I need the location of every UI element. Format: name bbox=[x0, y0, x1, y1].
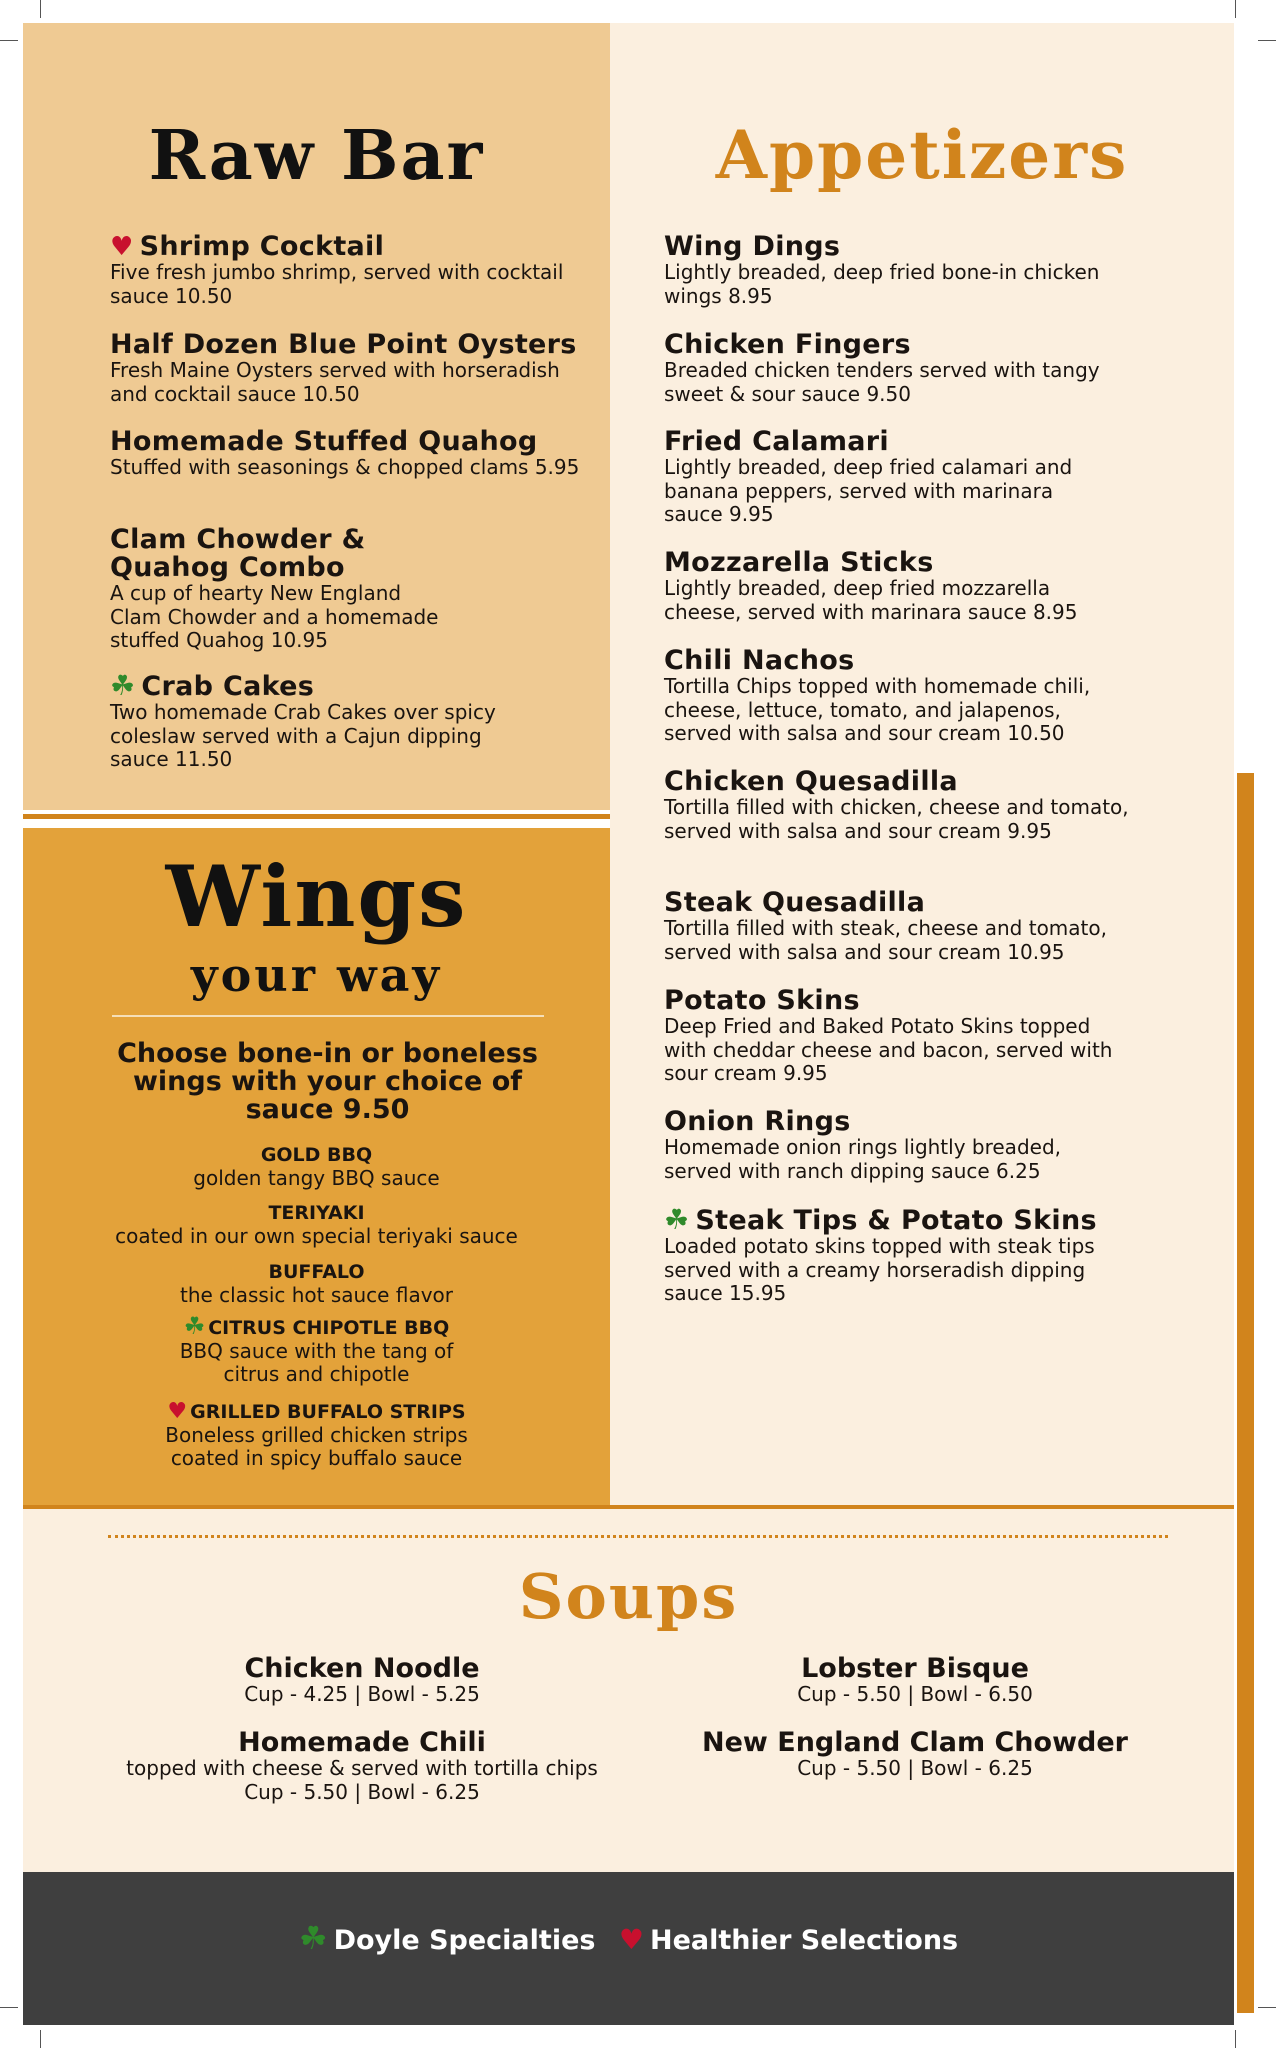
raw-bar-heading: Raw Bar bbox=[148, 116, 485, 196]
item-name: Homemade Stuffed Quahog bbox=[110, 426, 538, 457]
menu-item bbox=[664, 768, 1134, 843]
item-description: Tortilla filled with chicken, cheese and tomato, served with salsa and sour cream 9.95 bbox=[664, 795, 1129, 843]
item-name: Clam Chowder & Quahog Combo bbox=[110, 524, 366, 583]
crop-mark bbox=[40, 2030, 41, 2048]
item-description: Deep Fried and Baked Potato Skins topped with cheddar cheese and bacon, served with sour cream 9.95 bbox=[664, 1014, 1113, 1085]
sauce-description: the classic hot sauce flavor bbox=[179, 1283, 453, 1307]
soup-price: Cup - 5.50 | Bowl - 6.50 bbox=[797, 1682, 1033, 1706]
sauce-description: coated in our own special teriyaki sauce bbox=[115, 1224, 518, 1248]
item-name: Shrimp Cocktail bbox=[139, 231, 385, 262]
menu-item bbox=[664, 233, 1139, 308]
shamrock-icon: ☘ bbox=[664, 1203, 690, 1236]
item-name: Wing Dings bbox=[664, 231, 841, 262]
crop-mark bbox=[1235, 0, 1236, 18]
soup-name: Chicken Noodle bbox=[244, 1653, 480, 1684]
menu-item bbox=[110, 669, 540, 772]
item-description: Stuffed with seasonings & chopped clams 5.95 bbox=[110, 455, 580, 479]
soup-item bbox=[92, 1729, 632, 1804]
sauce-name: CITRUS CHIPOTLE BBQ bbox=[208, 1317, 450, 1339]
item-name: Fried Calamari bbox=[664, 426, 889, 457]
item-description: A cup of hearty New England Clam Chowder and a homemade stuffed Quahog 10.95 bbox=[110, 581, 439, 652]
crop-mark bbox=[1258, 40, 1276, 41]
wings-heading: Wings bbox=[165, 847, 468, 946]
item-name: Chicken Fingers bbox=[664, 329, 911, 360]
menu-item bbox=[110, 526, 440, 653]
wings-intro: Choose bone-in or boneless wings with your choice of sauce 9.50 bbox=[117, 1038, 538, 1125]
item-name: Steak Tips & Potato Skins bbox=[695, 1205, 1097, 1236]
item-description: Lightly breaded, deep fried mozzarella cheese, served with marinara sauce 8.95 bbox=[664, 576, 1078, 624]
sauce-item bbox=[30, 1260, 603, 1307]
item-name: Steak Quesadilla bbox=[664, 887, 926, 918]
shamrock-icon: ☘ bbox=[298, 1919, 328, 1957]
crop-mark bbox=[40, 0, 41, 18]
side-accent-bar bbox=[1237, 773, 1254, 2013]
sauce-item bbox=[30, 1143, 603, 1190]
item-name: Chicken Quesadilla bbox=[664, 766, 958, 797]
heart-icon: ♥ bbox=[110, 232, 134, 262]
item-description: Two homemade Crab Cakes over spicy coleslaw served with a Cajun dipping sauce 11.50 bbox=[110, 700, 496, 771]
soup-name: Lobster Bisque bbox=[801, 1653, 1029, 1684]
item-description: Homemade onion rings lightly breaded, served with ranch dipping sauce 6.25 bbox=[664, 1135, 1061, 1183]
menu-item bbox=[664, 549, 1104, 624]
menu-item bbox=[664, 331, 1139, 406]
heart-icon: ♥ bbox=[167, 1399, 188, 1424]
item-description: Lightly breaded, deep fried calamari and banana peppers, served with marinara sauce 9.95 bbox=[664, 455, 1073, 526]
dotted-divider bbox=[108, 1535, 1168, 1538]
soup-price: Cup - 5.50 | Bowl - 6.25 bbox=[244, 1779, 480, 1804]
sauce-name: GOLD BBQ bbox=[260, 1144, 373, 1166]
sauce-description: Boneless grilled chicken strips coated in spicy buffalo sauce bbox=[165, 1423, 468, 1470]
menu-item bbox=[664, 1108, 1124, 1183]
divider-rule bbox=[23, 814, 610, 819]
wings-subheading: your way bbox=[190, 948, 443, 1002]
sauce-name: GRILLED BUFFALO STRIPS bbox=[190, 1401, 466, 1423]
item-name: Chili Nachos bbox=[664, 645, 855, 676]
sauce-name: TERIYAKI bbox=[268, 1202, 365, 1224]
item-name: Crab Cakes bbox=[141, 671, 315, 702]
item-description: Fresh Maine Oysters served with horseradish and cocktail sauce 10.50 bbox=[110, 358, 560, 406]
menu-item bbox=[110, 331, 590, 406]
item-name: Potato Skins bbox=[664, 985, 860, 1016]
soups-heading: Soups bbox=[518, 1560, 739, 1633]
soup-name: Homemade Chili bbox=[238, 1727, 486, 1758]
wings-underline bbox=[112, 1015, 544, 1017]
crop-mark bbox=[1258, 2007, 1276, 2008]
item-name: Half Dozen Blue Point Oysters bbox=[110, 329, 577, 360]
soup-price: Cup - 4.25 | Bowl - 5.25 bbox=[244, 1682, 480, 1706]
crop-mark bbox=[0, 2007, 18, 2008]
legend-doyle-specialties: Doyle Specialties bbox=[333, 1925, 596, 1956]
soup-price: Cup - 5.50 | Bowl - 6.25 bbox=[797, 1756, 1033, 1780]
menu-item bbox=[664, 889, 1139, 964]
item-description: Breaded chicken tenders served with tangy sweet & sour sauce 9.50 bbox=[664, 358, 1100, 406]
legend bbox=[23, 1919, 1234, 1959]
sauce-description: golden tangy BBQ sauce bbox=[193, 1166, 440, 1190]
menu-item bbox=[664, 1203, 1124, 1306]
menu-item bbox=[110, 233, 590, 308]
item-description: Five fresh jumbo shrimp, served with cocktail sauce 10.50 bbox=[110, 260, 564, 308]
menu-item bbox=[110, 428, 590, 480]
sauce-name: BUFFALO bbox=[268, 1261, 365, 1283]
soup-description: topped with cheese & served with tortilla chips bbox=[126, 1756, 598, 1780]
shamrock-icon: ☘ bbox=[183, 1312, 206, 1340]
appetizers-heading: Appetizers bbox=[715, 116, 1129, 194]
soup-item bbox=[660, 1729, 1170, 1781]
sauce-item bbox=[30, 1201, 603, 1248]
item-description: Lightly breaded, deep fried bone-in chicken wings 8.95 bbox=[664, 260, 1100, 308]
divider-rule bbox=[23, 1505, 1234, 1509]
heart-icon: ♥ bbox=[618, 1923, 644, 1956]
legend-healthier-selections: Healthier Selections bbox=[649, 1925, 959, 1956]
item-name: Mozzarella Sticks bbox=[664, 547, 934, 578]
item-description: Tortilla Chips topped with homemade chili, cheese, lettuce, tomato, and jalapenos, served with salsa and sour cream 10.50 bbox=[664, 674, 1091, 745]
sauce-item bbox=[160, 1400, 473, 1470]
soup-item bbox=[660, 1655, 1170, 1707]
crop-mark bbox=[1235, 2030, 1236, 2048]
sauce-item bbox=[170, 1314, 463, 1386]
item-description: Tortilla filled with steak, cheese and tomato, served with salsa and sour cream 10.95 bbox=[664, 916, 1107, 964]
item-name: Onion Rings bbox=[664, 1106, 851, 1137]
sauce-description: BBQ sauce with the tang of citrus and chipotle bbox=[179, 1339, 454, 1386]
item-description: Loaded potato skins topped with steak tips served with a creamy horseradish dipping sauce 15.95 bbox=[664, 1234, 1095, 1305]
crop-mark bbox=[0, 40, 18, 41]
menu-item bbox=[664, 428, 1114, 527]
menu-item bbox=[664, 647, 1124, 746]
shamrock-icon: ☘ bbox=[110, 669, 136, 702]
soup-item bbox=[92, 1655, 632, 1707]
soup-name: New England Clam Chowder bbox=[702, 1727, 1128, 1758]
menu-item bbox=[664, 987, 1124, 1086]
